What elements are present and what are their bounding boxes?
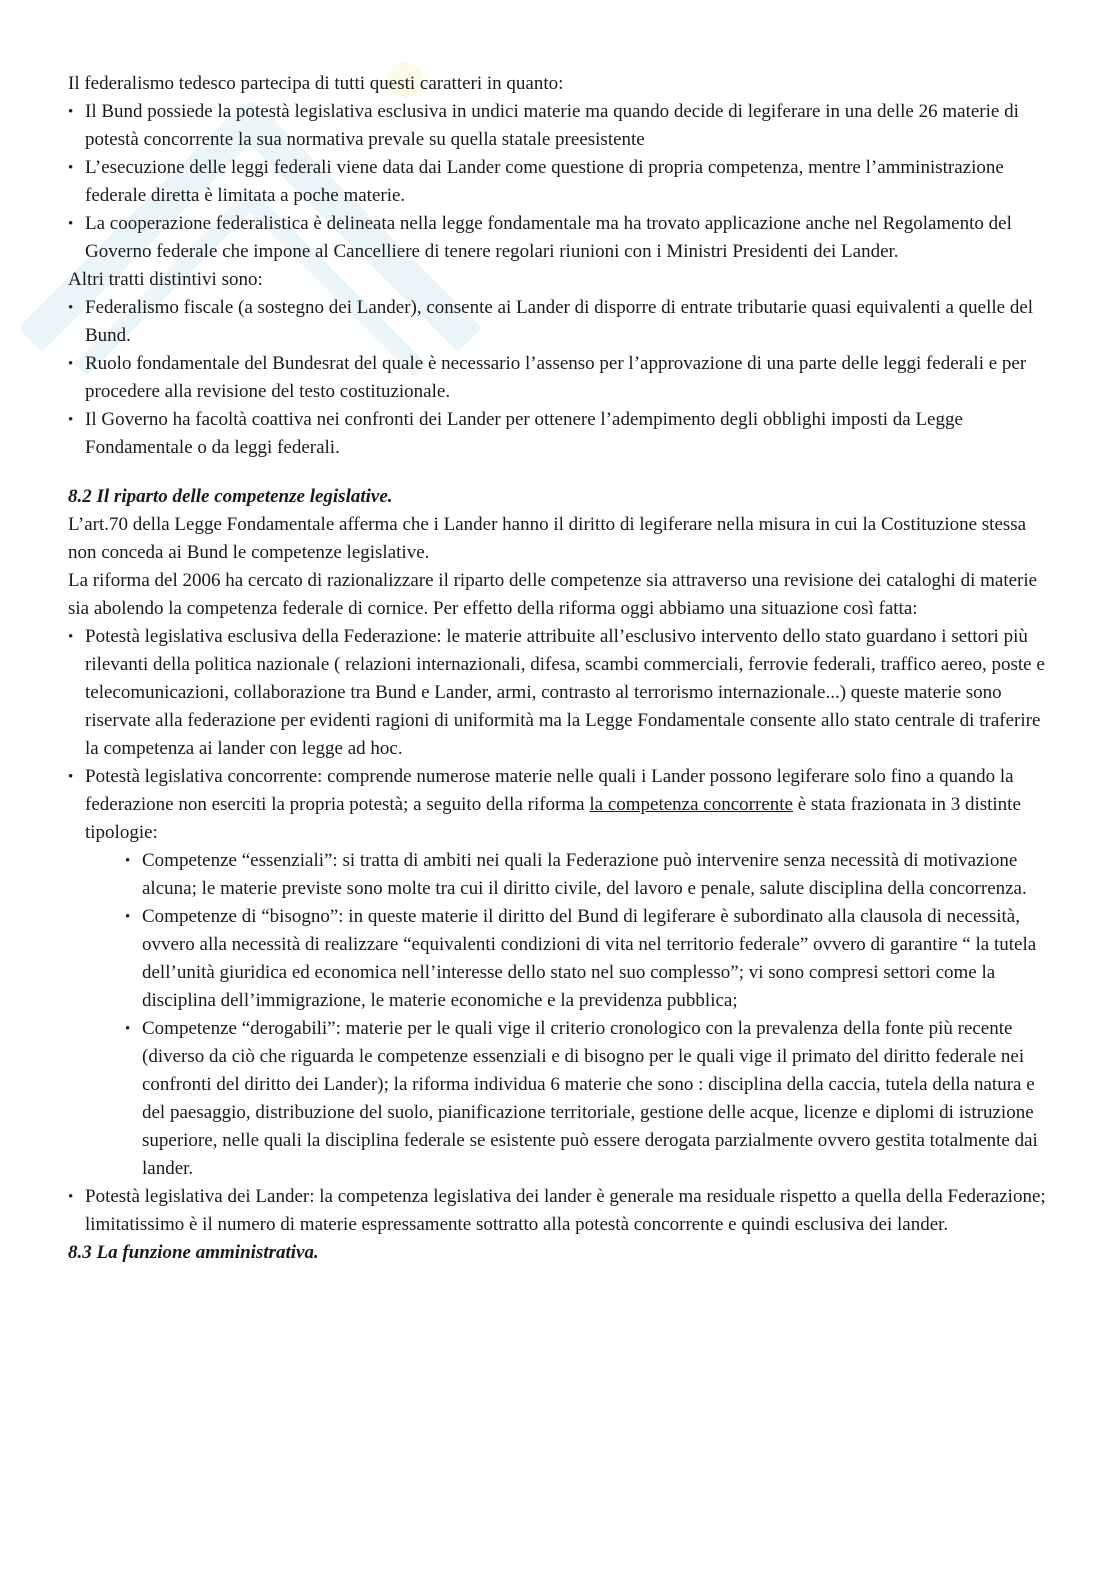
sub-list-item: • Competenze di “bisogno”: in queste materie il diritto del Bund di legiferare è subordinato alla clausola di necessità, ovvero alla necessità di realizzare “equivalenti condizioni di vita nel territorio federale” ovvero di garantire “ la tutela dell’unità giuridica ed economica nell’interesse dello stato nel suo complesso”; vi sono compresi settori come la disciplina dell’immigrazione, le materie economiche e la previdenza pubblica; bbox=[125, 903, 1048, 1015]
list-item-text: è stata frazionata in 3 distinte tipologie: bbox=[85, 794, 1021, 843]
paragraph: La riforma del 2006 ha cercato di razionalizzare il riparto delle competenze sia attraverso una revisione dei cataloghi di materie sia abolendo la competenza federale di cornice. Per effetto della riforma oggi abbiamo una situazione così fatta: bbox=[68, 570, 1038, 619]
list-item: • Il Governo ha facoltà coattiva nei confronti dei Lander per ottenere l’adempimento degli obblighi imposti da Legge Fondamentale o da leggi federali. bbox=[68, 406, 1048, 462]
others-intro-text: Altri tratti distintivi sono: bbox=[68, 269, 263, 290]
competence-list bbox=[68, 623, 1048, 1239]
list-item bbox=[68, 763, 1048, 1183]
list-item: • Ruolo fondamentale del Bundesrat del quale è necessario l’assenso per l’approvazione di una parte delle leggi federali e per procedere alla revisione del testo costituzionale. bbox=[68, 350, 1048, 406]
other-features-list bbox=[68, 294, 1048, 462]
list-item-text: Potestà legislativa concorrente: comprende numerose materie nelle quali i Lander possono legiferare solo fino a quando la federazione non eserciti la propria potestà; a seguito della riforma bbox=[85, 766, 1014, 815]
feature-list bbox=[68, 98, 1048, 266]
underlined-term: la competenza concorrente bbox=[589, 794, 793, 815]
list-item: • Il Bund possiede la potestà legislativa esclusiva in undici materie ma quando decide di legiferare in una delle 26 materie di potestà concorrente la sua normativa prevale su quella statale preesistente bbox=[68, 98, 1048, 154]
sub-list-item: • Competenze “derogabili”: materie per le quali vige il criterio cronologico con la prevalenza della fonte più recente (diverso da ciò che riguarda le competenze essenziali e di bisogno per le quali vige il primato del diritto federale nei confronti del diritto dei Lander); la riforma individua 6 materie che sono : disciplina della caccia, tutela della natura e del paesaggio, distribuzione del suolo, pianificazione territoriale, gestione delle acque, licenze e diplomi di istruzione superiore, nelle quali la disciplina federale se esistente può essere derogata parzialmente ovvero gestita totalmente dai lander. bbox=[125, 1015, 1048, 1183]
concurrent-sublist bbox=[85, 847, 1048, 1183]
list-item: • La cooperazione federalistica è delineata nella legge fondamentale ma ha trovato applicazione anche nel Regolamento del Governo federale che impone al Cancelliere di tenere regolari riunioni con i Ministri Presidenti dei Lander. bbox=[68, 210, 1048, 266]
sub-list-item: • Competenze “essenziali”: si tratta di ambiti nei quali la Federazione può intervenire senza necessità di motivazione alcuna; le materie previste sono molte tra cui il diritto civile, del lavoro e penale, salute disciplina della concorrenza. bbox=[125, 847, 1048, 903]
section-heading-8-2: 8.2 Il riparto delle competenze legislative. bbox=[68, 486, 393, 507]
list-item: • Federalismo fiscale (a sostegno dei Lander), consente ai Lander di disporre di entrate tributarie quasi equivalenti a quelle del Bund. bbox=[68, 294, 1048, 350]
paragraph: L’art.70 della Legge Fondamentale afferma che i Lander hanno il diritto di legiferare nella misura in cui la Costituzione stessa non conceda ai Bund le competenze legislative. bbox=[68, 514, 1027, 563]
list-item: • Potestà legislativa dei Lander: la competenza legislativa dei lander è generale ma residuale rispetto a quella della Federazione; limitatissimo è il numero di materie espressamente sottratto alla potestà concorrente e quindi esclusiva dei lander. bbox=[68, 1183, 1048, 1239]
list-item: • Potestà legislativa esclusiva della Federazione: le materie attribuite all’esclusivo intervento dello stato guardano i settori più rilevanti della politica nazionale ( relazioni internazionali, difesa, scambi commerciali, ferrovie federali, traffico aereo, poste e telecomunicazioni, collaborazione tra Bund e Lander, armi, contrasto al terrorismo internazionale...) queste materie sono riservate alla federazione per evidenti ragioni di uniformità ma la Legge Fondamentale consente allo stato centrale di traferire la competenza ai lander con legge ad hoc. bbox=[68, 623, 1048, 763]
document-page bbox=[68, 70, 1048, 1267]
intro-text: Il federalismo tedesco partecipa di tutti questi caratteri in quanto: bbox=[68, 73, 564, 94]
list-item: • L’esecuzione delle leggi federali viene data dai Lander come questione di propria competenza, mentre l’amministrazione federale diretta è limitata a poche materie. bbox=[68, 154, 1048, 210]
section-heading-8-3: 8.3 La funzione amministrativa. bbox=[68, 1242, 319, 1263]
